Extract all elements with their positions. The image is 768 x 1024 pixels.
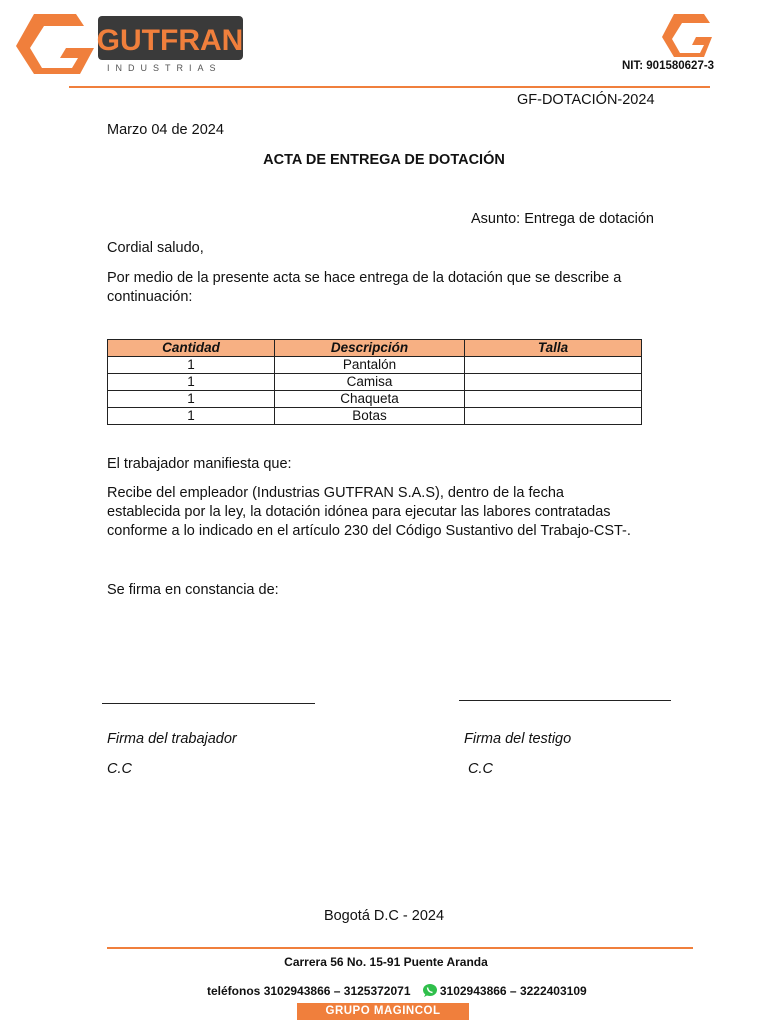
footer-phones [207, 983, 587, 998]
worker-statement: El trabajador manifiesta que: [107, 456, 292, 472]
cell-cantidad: 1 [108, 408, 275, 425]
cell-cantidad: 1 [108, 357, 275, 374]
doc-code: GF-DOTACIÓN-2024 [517, 92, 655, 108]
gutfran-emblem-icon [660, 13, 712, 59]
table-row [108, 408, 642, 425]
worker-signature-line [102, 703, 315, 704]
body-line-2: establecida por la ley, la dotación idónea para ejecutar las labores contratadas [107, 504, 611, 520]
worker-signature-label: Firma del trabajador [107, 731, 237, 747]
place-year: Bogotá D.C - 2024 [323, 908, 445, 924]
phones-numbers: 3102943866 – 3125372071 [263, 984, 411, 998]
phones-label: teléfonos [207, 984, 261, 998]
cell-cantidad: 1 [108, 391, 275, 408]
witness-cc-label: C.C [468, 761, 493, 777]
table-header-row [108, 340, 642, 357]
worker-cc-label: C.C [107, 761, 132, 777]
col-header-cantidad: Cantidad [108, 340, 275, 357]
sign-intro: Se firma en constancia de: [107, 582, 279, 598]
cell-descripcion: Botas [275, 408, 465, 425]
cell-talla [465, 357, 642, 374]
greeting: Cordial saludo, [107, 240, 204, 256]
witness-signature-line [459, 700, 671, 701]
col-header-talla: Talla [465, 340, 642, 357]
document-title: ACTA DE ENTREGA DE DOTACIÓN [263, 152, 505, 168]
witness-signature-label: Firma del testigo [464, 731, 572, 747]
group-badge: GRUPO MAGINCOL [297, 1003, 469, 1020]
logo-wordmark: GUTFRAN [96, 24, 244, 57]
table-row [108, 374, 642, 391]
document-date: Marzo 04 de 2024 [107, 122, 224, 138]
cell-cantidad: 1 [108, 374, 275, 391]
nit-label: NIT: 901580627-3 [622, 60, 715, 72]
logo-subtitle: INDUSTRIAS [107, 63, 222, 73]
cell-descripcion: Pantalón [275, 357, 465, 374]
cell-talla [465, 391, 642, 408]
dotacion-table [107, 339, 642, 425]
whatsapp-icon [422, 983, 438, 997]
whatsapp-numbers: 3102943866 – 3222403109 [439, 984, 587, 998]
col-header-descripcion: Descripción [275, 340, 465, 357]
footer-address: Carrera 56 No. 15-91 Puente Aranda [284, 955, 488, 969]
table-row [108, 357, 642, 374]
body-line-1: Recibe del empleador (Industrias GUTFRAN S.A.S), dentro de la fecha [107, 485, 564, 501]
intro-paragraph: Por medio de la presente acta se hace entrega de la dotación que se describe a continuación: [107, 270, 622, 305]
cell-talla [465, 374, 642, 391]
body-line-3: conforme a lo indicado en el artículo 230 del Código Sustantivo del Trabajo-CST-. [107, 523, 631, 539]
footer-divider [107, 947, 693, 949]
table-row [108, 391, 642, 408]
cell-descripcion: Chaqueta [275, 391, 465, 408]
company-emblem [660, 13, 712, 59]
header-divider [69, 86, 710, 88]
subject-line: Asunto: Entrega de dotación [471, 211, 654, 227]
cell-talla [465, 408, 642, 425]
cell-descripcion: Camisa [275, 374, 465, 391]
